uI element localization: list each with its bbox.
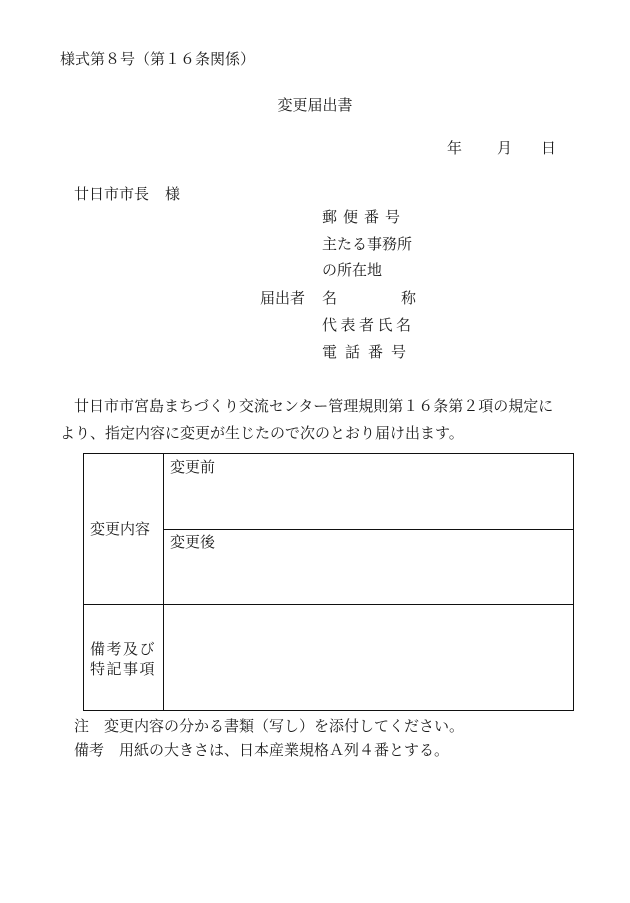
addressee-name: 廿日市市長	[74, 185, 150, 203]
office-address-label-line1: 主たる事務所	[322, 235, 413, 253]
remarks-label-line2: 特記事項	[90, 660, 157, 678]
after-change-label: 変更後	[170, 533, 216, 551]
table-divider-remarks	[84, 604, 573, 605]
change-form-table	[83, 453, 574, 711]
organization-name-label	[322, 289, 416, 307]
before-change-label: 変更前	[170, 458, 216, 476]
body-text-line1: 廿日市市宮島まちづくり交流センター管理規則第１６条第２項の規定に	[74, 397, 554, 415]
date-year-label: 年	[447, 139, 463, 157]
table-divider-before-after	[163, 529, 573, 530]
date-day-label: 日	[541, 139, 557, 157]
body-text-line2: より、指定内容に変更が生じたので次のとおり届け出ます。	[60, 424, 464, 442]
addressee-suffix: 様	[165, 185, 181, 203]
name-label-char1: 名	[322, 289, 338, 307]
change-content-label: 変更内容	[90, 520, 151, 538]
note-text: 注 変更内容の分かる書類（写し）を添付してください。	[74, 717, 465, 735]
document-title: 変更届出書	[277, 96, 353, 114]
name-label-char2: 称	[400, 289, 416, 307]
office-address-label-line2: の所在地	[322, 261, 383, 279]
notifier-label: 届出者	[260, 289, 306, 307]
representative-label: 代表者氏名	[322, 316, 415, 334]
remark-text: 備考 用紙の大きさは、日本産業規格Ａ列４番とする。	[74, 741, 450, 759]
postal-code-label: 郵便番号	[322, 208, 407, 226]
remarks-label-line1: 備考及び	[90, 640, 157, 658]
table-divider-vertical	[163, 454, 164, 710]
date-month-label: 月	[497, 139, 513, 157]
phone-number-label: 電話番号	[322, 343, 415, 361]
form-number: 様式第８号（第１６条関係）	[60, 50, 256, 68]
